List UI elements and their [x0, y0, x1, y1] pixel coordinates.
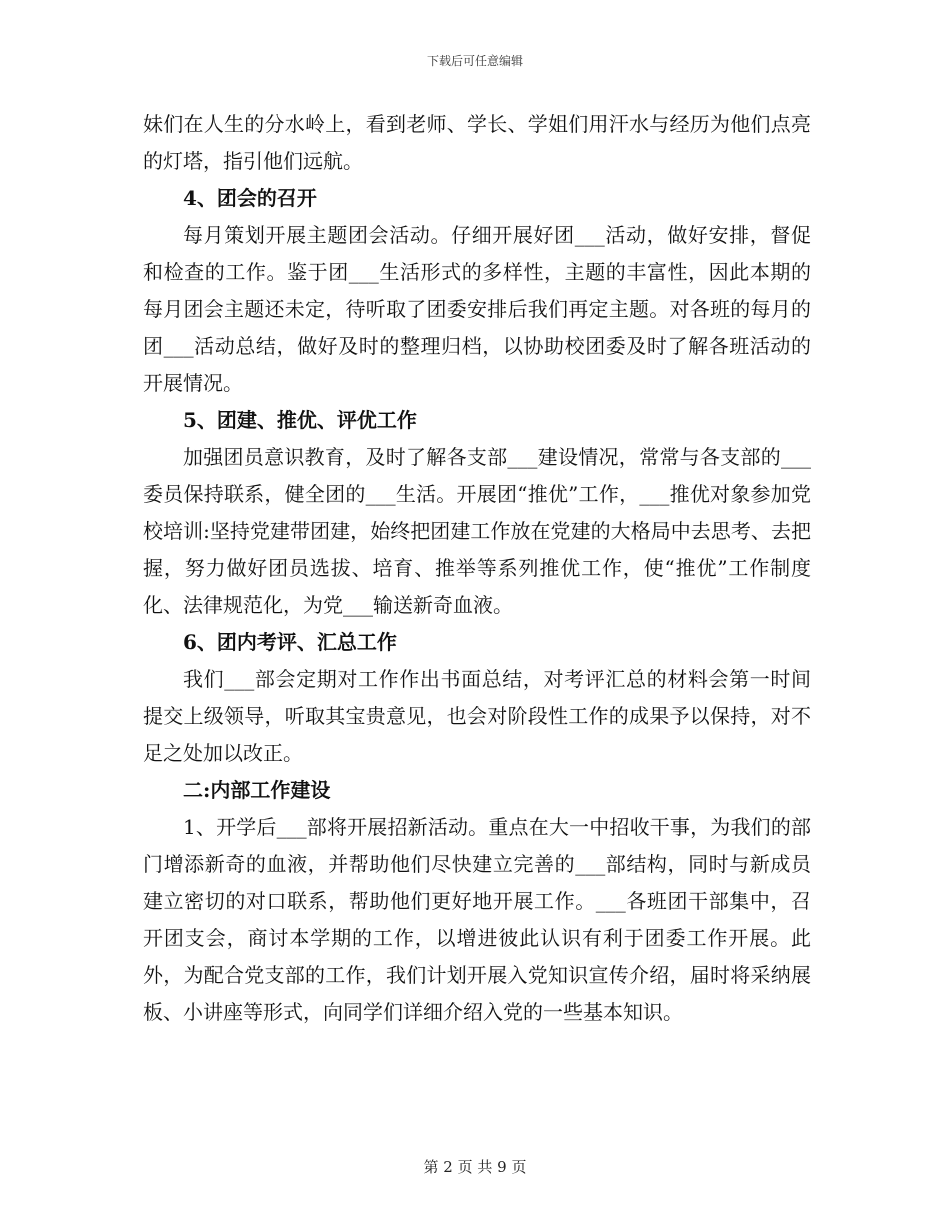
paragraph-team-meeting: 每月策划开展主题团会活动。仔细开展好团___活动，做好安排，督促和检查的工作。鉴于团___生活形式的多样性，主题的丰富性，因此本期的每月团会主题还未定，待听取了团委安排后我们再定主题。对各班的每月的团___活动总结，做好及时的整理归档，以协助校团委及时了解各班活动的开展情况。 [143, 223, 811, 395]
heading-team-meeting: 4、团会的召开 [183, 186, 317, 210]
paragraph-team-building: 加强团员意识教育，及时了解各支部___建设情况，常常与各支部的___委员保持联系，健全团的___生活。开展团“推优”工作，___推优对象参加党校培训:坚持党建带团建，始终把团建工作放在党建的大格局中去思考、去把握，努力做好团员选拔、培育、推举等系列推优工作，使“推优”工作制度化、法律规范化，为党___输送新奇血液。 [143, 445, 811, 617]
heading-evaluation: 6、团内考评、汇总工作 [183, 630, 397, 654]
heading-team-building: 5、团建、推优、评优工作 [183, 408, 417, 432]
heading-internal-work: 二:内部工作建设 [183, 778, 331, 802]
page-footer: 第 2 页 共 9 页 [423, 1158, 527, 1176]
paragraph-evaluation: 我们___部会定期对工作作出书面总结，对考评汇总的材料会第一时间提交上级领导，听取其宝贵意见，也会对阶段性工作的成果予以保持，对不足之处加以改正。 [143, 667, 811, 765]
document-body [143, 106, 811, 1031]
paragraph-continuation: 妹们在人生的分水岭上，看到老师、学长、学姐们用汗水与经历为他们点亮的灯塔，指引他们远航。 [143, 112, 811, 173]
paragraph-internal-work: 1、开学后___部将开展招新活动。重点在大一中招收干事，为我们的部门增添新奇的血液，并帮助他们尽快建立完善的___部结构，同时与新成员建立密切的对口联系，帮助他们更好地开展工作。___各班团干部集中，召开团支会，商讨本学期的工作，以增进彼此认识有利于团委工作开展。此外，为配合党支部的工作，我们计划开展入党知识宣传介绍，届时将采纳展板、小讲座等形式，向同学们详细介绍入党的一些基本知识。 [143, 815, 811, 1024]
page-header: 下载后可任意编辑 [426, 54, 523, 68]
